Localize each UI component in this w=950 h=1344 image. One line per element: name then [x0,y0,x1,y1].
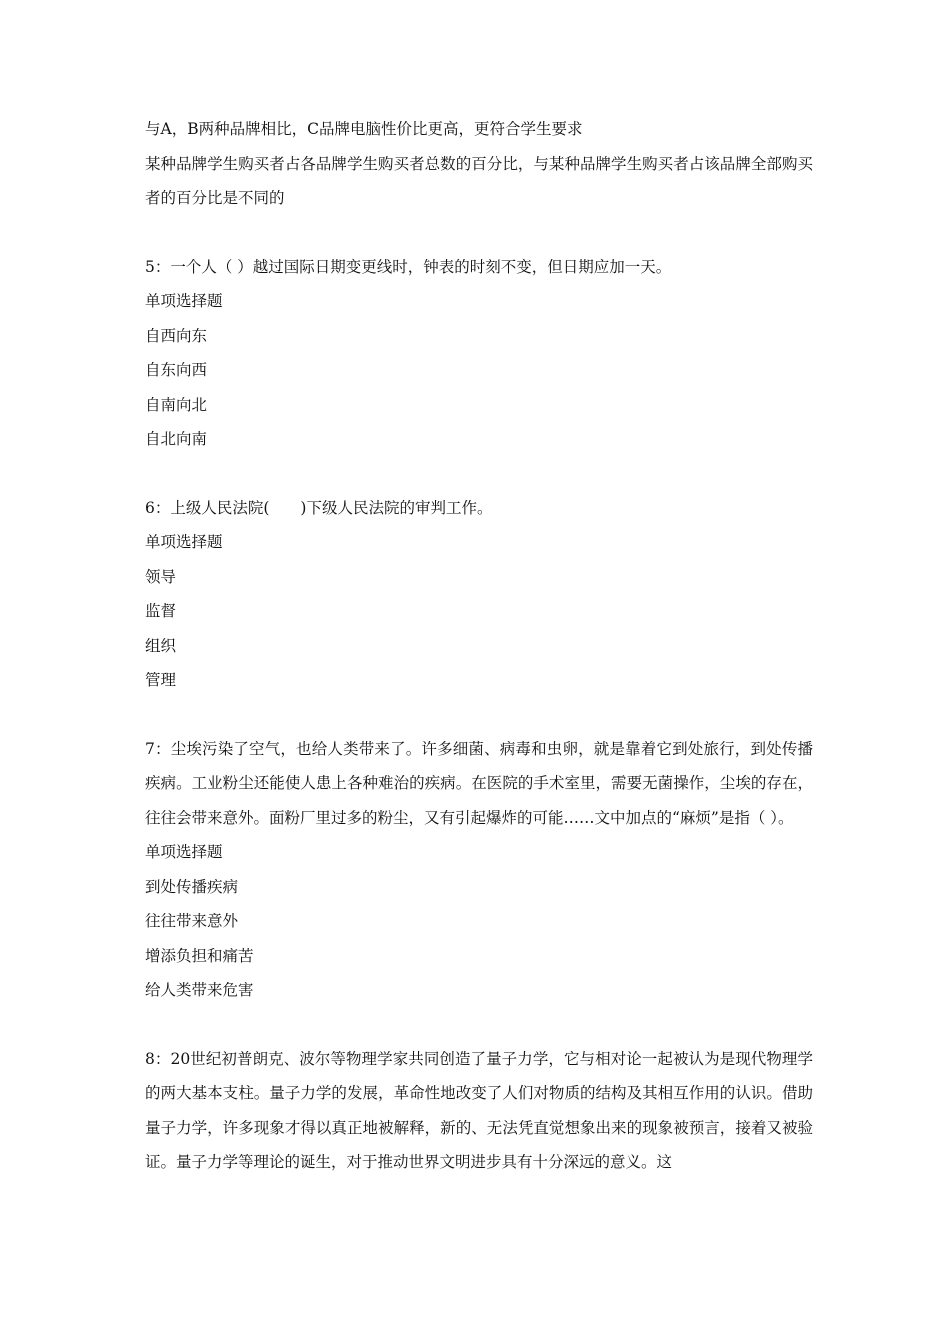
option-b: 监督 [145,602,177,620]
spacer [145,1008,813,1042]
option-b: 往往带来意外 [145,912,239,930]
option-d: 自北向南 [145,430,208,448]
spacer [145,457,813,491]
question-stem: 7：尘埃污染了空气，也给人类带来了。许多细菌、病毒和虫卵，就是靠着它到处旅行，到处传播疾病。工业粉尘还能使人患上各种难治的疾病。在医院的手术室里，需要无菌操作，尘埃的存在，往往会带来意外。面粉厂里过多的粉尘，又有引起爆炸的可能……文中加点的“麻烦”是指（ ）。 [145,739,813,827]
option-a: 到处传播疾病 [145,877,239,896]
intro-line-1: 与A，B两种品牌相比，C品牌电脑性价比更高，更符合学生要求 [145,120,583,138]
question-type: 单项选择题 [145,292,223,310]
question-7 [145,732,813,1008]
spacer [145,216,813,250]
question-type: 单项选择题 [145,843,223,861]
option-c: 组织 [145,636,177,655]
option-c: 自南向北 [145,395,208,414]
intro-line-2: 某种品牌学生购买者占各品牌学生购买者总数的百分比，与某种品牌学生购买者占该品牌全部购买者的百分比是不同的 [145,154,813,207]
option-d: 给人类带来危害 [145,981,254,999]
question-stem: 6：上级人民法院( )下级人民法院的审判工作。 [145,498,493,517]
question-6 [145,491,813,698]
spacer [145,698,813,732]
question-5 [145,250,813,457]
option-b: 自东向西 [145,361,208,379]
option-a: 自西向东 [145,326,208,345]
option-a: 领导 [145,567,177,586]
option-d: 管理 [145,671,177,689]
question-stem: 5：一个人（ ）越过国际日期变更线时，钟表的时刻不变，但日期应加一天。 [145,257,672,276]
question-type: 单项选择题 [145,533,223,551]
option-c: 增添负担和痛苦 [145,946,254,965]
document-page [145,112,813,1180]
question-stem: 8：20世纪初普朗克、波尔等物理学家共同创造了量子力学，它与相对论一起被认为是现代物理学的两大基本支柱。量子力学的发展，革命性地改变了人们对物质的结构及其相互作用的认识。借助量子力学，许多现象才得以真正地被解释，新的、无法凭直觉想象出来的现象被预言，接着又被验证。量子力学等理论的诞生，对于推动世界文明进步具有十分深远的意义。这 [145,1049,813,1171]
question-8 [145,1042,813,1180]
